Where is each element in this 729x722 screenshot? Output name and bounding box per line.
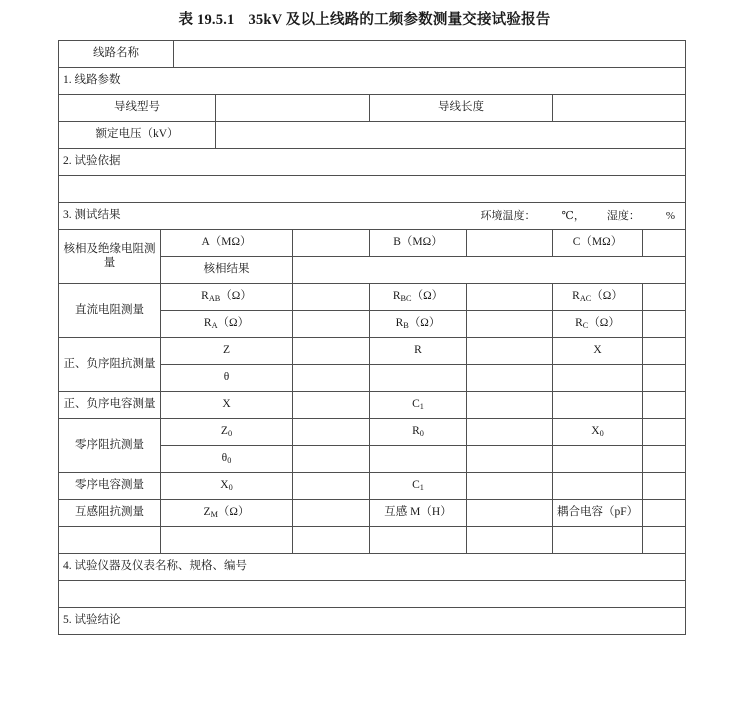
table-number: 表 19.5.1 xyxy=(178,12,235,28)
param-label-theta: θ xyxy=(161,365,293,392)
rated-voltage-value[interactable] xyxy=(216,122,686,149)
param-value-c1[interactable] xyxy=(467,392,553,419)
param-value-r-ab[interactable] xyxy=(293,284,370,311)
section-label-test-basis: 2. 试验依据 xyxy=(59,149,686,176)
param-value-blank-4[interactable] xyxy=(467,446,553,473)
param-value-theta[interactable] xyxy=(293,365,370,392)
table-row xyxy=(59,419,686,446)
group-label-zero-seq-capacitance: 零序电容测量 xyxy=(59,473,161,500)
param-label-r0: $R_0$ xyxy=(370,419,467,446)
param-value-r0[interactable] xyxy=(467,419,553,446)
ambient-temperature-label: 环境温度： xyxy=(480,209,536,222)
rated-voltage-label: 额定电压（kV） xyxy=(59,122,216,149)
param-label-blank-6 xyxy=(553,473,643,500)
table-row xyxy=(59,500,686,527)
table-row-section-4 xyxy=(59,554,686,581)
param-value-empty-2[interactable] xyxy=(467,527,553,554)
wire-length-value[interactable] xyxy=(553,95,686,122)
table-row-section-2 xyxy=(59,149,686,176)
group-label-pos-neg-impedance: 正、负序阻抗测量 xyxy=(59,338,161,392)
param-value-r-c[interactable] xyxy=(643,311,686,338)
table-row-rated-voltage xyxy=(59,122,686,149)
param-value-r-a[interactable] xyxy=(293,311,370,338)
environment-conditions xyxy=(481,210,681,223)
param-label-r-c: $R_C(\Omega)$ xyxy=(553,311,643,338)
group-label-mutual-impedance: 互感阻抗测量 xyxy=(59,500,161,527)
param-label-zm: $Z_M(\Omega)$ xyxy=(161,500,293,527)
table-row-test-basis-area xyxy=(59,176,686,203)
param-label-x-cap: X xyxy=(161,392,293,419)
param-value-x-cap[interactable] xyxy=(293,392,370,419)
table-row xyxy=(59,284,686,311)
param-label-x0-cap: $X_0$ xyxy=(161,473,293,500)
table-row-section-1 xyxy=(59,68,686,95)
title-text: 35kV 及以上线路的工频参数测量交接试验报告 xyxy=(248,12,551,28)
param-value-mutual-m[interactable] xyxy=(467,500,553,527)
param-label-empty-2 xyxy=(370,527,467,554)
param-label-z: Z xyxy=(161,338,293,365)
table-row-line-name xyxy=(59,41,686,68)
param-value-blank-3[interactable] xyxy=(643,392,686,419)
table-row xyxy=(59,473,686,500)
param-label-r-a: $R_A(\Omega)$ xyxy=(161,311,293,338)
table-row xyxy=(59,338,686,365)
instruments-input-area[interactable] xyxy=(59,581,686,608)
param-label-theta0: $\theta_0$ xyxy=(161,446,293,473)
table-row-wire-type xyxy=(59,95,686,122)
page-title xyxy=(0,8,729,29)
wire-length-label: 导线长度 xyxy=(370,95,553,122)
param-value-r[interactable] xyxy=(467,338,553,365)
param-value-r-ac[interactable] xyxy=(643,284,686,311)
param-label-coupling-capacitance: 耦合电容（pF） xyxy=(553,500,643,527)
param-value-a-mohm[interactable] xyxy=(293,230,370,257)
ambient-temperature-unit: ℃， xyxy=(561,209,585,222)
param-label-r: R xyxy=(370,338,467,365)
group-label-zero-seq-impedance: 零序阻抗测量 xyxy=(59,419,161,473)
param-value-theta0[interactable] xyxy=(293,446,370,473)
param-value-zm[interactable] xyxy=(293,500,370,527)
param-value-r-bc[interactable] xyxy=(467,284,553,311)
section-label-instruments: 4. 试验仪器及仪表名称、规格、编号 xyxy=(59,554,686,581)
param-label-blank-1 xyxy=(370,365,467,392)
param-value-c1-zero[interactable] xyxy=(467,473,553,500)
line-name-label: 线路名称 xyxy=(59,41,174,68)
param-value-blank-5[interactable] xyxy=(643,446,686,473)
table-row-section-3 xyxy=(59,203,686,230)
param-label-empty-3 xyxy=(553,527,643,554)
group-label-phase-insulation: 核相及绝缘电阻测量 xyxy=(59,230,161,284)
param-label-blank-2 xyxy=(553,365,643,392)
param-value-blank-2[interactable] xyxy=(643,365,686,392)
param-label-c1: $C_1$ xyxy=(370,392,467,419)
param-label-empty-1 xyxy=(161,527,293,554)
param-value-blank-6[interactable] xyxy=(643,473,686,500)
section-label-line-params: 1. 线路参数 xyxy=(59,68,686,95)
param-label-z0: $Z_0$ xyxy=(161,419,293,446)
param-label-c-mohm: C（MΩ） xyxy=(553,230,643,257)
param-value-z0[interactable] xyxy=(293,419,370,446)
param-value-b-mohm[interactable] xyxy=(467,230,553,257)
param-label-x0: $X_0$ xyxy=(553,419,643,446)
group-label-empty xyxy=(59,527,161,554)
param-label-blank-5 xyxy=(553,446,643,473)
param-label-r-bc: $R_{BC}(\Omega)$ xyxy=(370,284,467,311)
section-label-test-results xyxy=(59,203,686,230)
param-label-r-ab: $R_{AB}(\Omega)$ xyxy=(161,284,293,311)
humidity-unit: % xyxy=(665,209,675,222)
param-label-phase-check-result: 核相结果 xyxy=(161,257,293,284)
test-basis-input-area[interactable] xyxy=(59,176,686,203)
wire-type-label: 导线型号 xyxy=(59,95,216,122)
report-table xyxy=(58,40,686,635)
param-value-x[interactable] xyxy=(643,338,686,365)
param-value-phase-check-result[interactable] xyxy=(293,257,686,284)
param-value-x0-cap[interactable] xyxy=(293,473,370,500)
table-row-instruments-area xyxy=(59,581,686,608)
table-row xyxy=(59,392,686,419)
param-value-x0[interactable] xyxy=(643,419,686,446)
param-label-r-b: $R_B(\Omega)$ xyxy=(370,311,467,338)
param-value-empty-1[interactable] xyxy=(293,527,370,554)
param-label-b-mohm: B（MΩ） xyxy=(370,230,467,257)
param-value-empty-3[interactable] xyxy=(643,527,686,554)
param-value-c-mohm[interactable] xyxy=(643,230,686,257)
param-value-coupling-capacitance[interactable] xyxy=(643,500,686,527)
param-label-r-ac: $R_{AC}(\Omega)$ xyxy=(553,284,643,311)
group-label-pos-neg-capacitance: 正、负序电容测量 xyxy=(59,392,161,419)
param-label-a-mohm: A（MΩ） xyxy=(161,230,293,257)
table-row xyxy=(59,230,686,257)
table-row xyxy=(59,527,686,554)
param-value-z[interactable] xyxy=(293,338,370,365)
table-row-section-5 xyxy=(59,608,686,635)
line-name-value[interactable] xyxy=(174,41,686,68)
param-label-blank-4 xyxy=(370,446,467,473)
group-label-dc-resistance: 直流电阻测量 xyxy=(59,284,161,338)
section-label-conclusion: 5. 试验结论 xyxy=(59,608,686,635)
param-label-blank-3 xyxy=(553,392,643,419)
param-label-c1-zero: $C_1$ xyxy=(370,473,467,500)
param-value-r-b[interactable] xyxy=(467,311,553,338)
param-label-mutual-m: 互感 M（H） xyxy=(370,500,467,527)
param-label-x: X xyxy=(553,338,643,365)
section-label-test-results-text: 3. 测试结果 xyxy=(63,209,121,222)
wire-type-value[interactable] xyxy=(216,95,370,122)
humidity-label: 湿度： xyxy=(606,209,640,222)
param-value-blank-1[interactable] xyxy=(467,365,553,392)
